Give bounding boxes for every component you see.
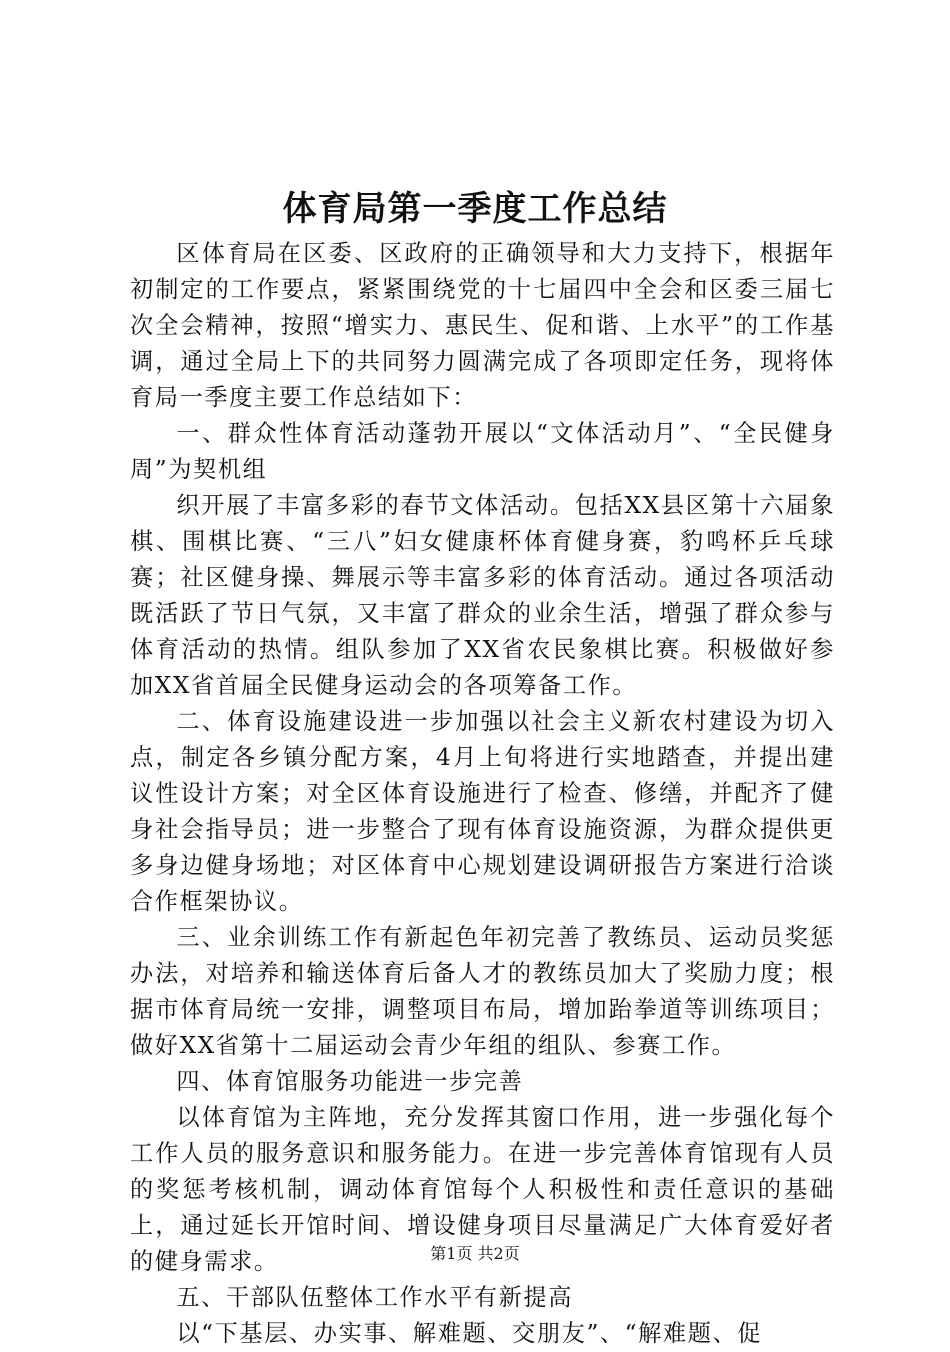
paragraph-section-2: 二、体育设施建设进一步加强以社会主义新农村建设为切入点，制定各乡镇分配方案，4月上旬将进行实地踏查，并提出建议性设计方案；对全区体育设施进行了检查、修缮，并配齐了健身社会指导员；进一步整合了现有体育设施资源，为群众提供更多身边健身场地；对区体育中心规划建设调研报告方案进行洽谈合作框架协议。 [130,708,835,915]
paragraph-section-1-heading: 一、群众性体育活动蓬勃开展以“文体活动月”、“全民健身周”为契机组 [130,420,835,483]
document-title: 体育局第一季度工作总结 [282,189,668,229]
paragraph-intro: 区体育局在区委、区政府的正确领导和大力支持下，根据年初制定的工作要点，紧紧围绕党的十七届四中全会和区委三届七次全会精神，按照“增实力、惠民生、促和谐、上水平”的工作基调，通过全局上下的共同努力圆满完成了各项即定任务，现将体育局一季度主要工作总结如下： [130,240,835,411]
paragraph-section-1-body: 织开展了丰富多彩的春节文体活动。包括XX县区第十六届象棋、围棋比赛、“三八”妇女健康杯体育健身赛，豹鸣杯乒乓球赛；社区健身操、舞展示等丰富多彩的体育活动。通过各项活动既活跃了节日气氛，又丰富了群众的业余生活，增强了群众参与体育活动的热情。组队参加了XX省农民象棋比赛。积极做好参加XX省首届全民健身运动会的各项筹备工作。 [130,492,835,699]
paragraph-section-4-body: 以体育馆为主阵地，充分发挥其窗口作用，进一步强化每个工作人员的服务意识和服务能力。在进一步完善体育馆现有人员的奖惩考核机制，调动体育馆每个人积极性和责任意识的基础上，通过延长开馆时间、增设健身项目尽量满足广大体育爱好者的健身需求。 [130,1104,835,1275]
paragraph-section-5-body: 以“下基层、办实事、解难题、交朋友”、“解难题、促 [176,1320,763,1347]
paragraph-section-5-heading: 五、干部队伍整体工作水平有新提高 [176,1284,573,1311]
paragraph-section-4-heading: 四、体育馆服务功能进一步完善 [176,1068,524,1095]
page-number-footer: 第1页 共2页 [430,1244,520,1263]
paragraph-section-3: 三、业余训练工作有新起色年初完善了教练员、运动员奖惩办法，对培养和输送体育后备人才的教练员加大了奖励力度；根据市体育局统一安排，调整项目布局，增加跆拳道等训练项目；做好XX省第十二届运动会青少年组的组队、参赛工作。 [130,924,835,1059]
document-body [130,236,835,1352]
